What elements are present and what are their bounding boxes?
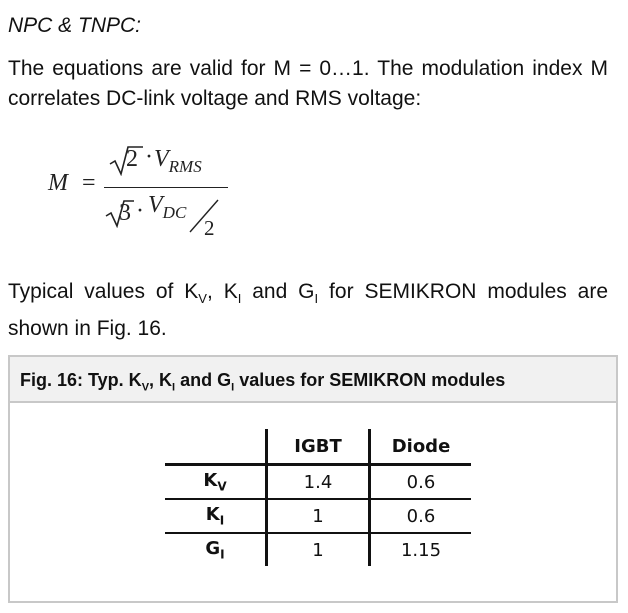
caption-gi-subscript: I (231, 381, 235, 394)
kv-subscript: V (198, 291, 207, 307)
numerator-subscript: RMS (168, 157, 202, 176)
cell-gi-igbt: 1 (267, 533, 370, 566)
numerator-dot: · (145, 144, 153, 170)
row-label-gi: $G_I$ (205, 538, 225, 562)
paragraph-modulation-index: The equations are valid for M = 0…1. The modulation index M correlates DC-link voltage and RMS voltage: (8, 57, 608, 110)
row-label-kv: $K_V$ (165, 465, 267, 500)
column-header-diode: Diode (370, 429, 472, 465)
section-heading: NPC & TNPC: (8, 14, 142, 37)
modulation-index-formula (0, 138, 300, 248)
numerator-root: 2 (126, 146, 138, 172)
figure-caption: Fig. 16: Typ. $K_V$, $K_I$ and $G_I$ values for SEMIKRON modules (10, 357, 616, 403)
cell-kv-igbt: 1.4 (267, 465, 370, 500)
paragraph-typical-values: Typical values of $K_V$, $K_I$ and $G_I$ for SEMIKRON modules are shown in Fig. 16. (8, 280, 609, 341)
table-row (165, 499, 471, 533)
table-corner-cell (165, 429, 267, 465)
figure-16 (8, 355, 618, 603)
caption-kv-subscript: V (141, 381, 150, 394)
table-row (165, 533, 471, 566)
denominator-divisor: 2 (204, 216, 215, 240)
cell-ki-diode: 0.6 (370, 499, 472, 533)
column-header-igbt: IGBT (267, 429, 370, 465)
denominator-dot: · (136, 198, 144, 224)
cell-ki-igbt: 1 (267, 499, 370, 533)
cell-gi-diode: 1.15 (370, 533, 472, 566)
numerator-variable: $V_{RMS}$ (154, 146, 202, 176)
formula-lhs: M (48, 170, 68, 196)
gi-subscript: I (314, 291, 319, 307)
values-table (165, 429, 471, 566)
row-label-ki: $K_I$ (165, 499, 267, 533)
denominator-subscript: DC (162, 203, 187, 222)
table-header-row (165, 429, 471, 465)
denominator-variable: $V_{DC}$ (148, 192, 187, 222)
denominator-root: 3 (119, 200, 131, 226)
caption-ki-subscript: I (172, 381, 176, 394)
ki-subscript: I (237, 291, 242, 307)
cell-kv-diode: 0.6 (370, 465, 472, 500)
formula-equals: = (82, 170, 96, 196)
fraction-bar (104, 187, 228, 188)
table-row (165, 465, 471, 500)
